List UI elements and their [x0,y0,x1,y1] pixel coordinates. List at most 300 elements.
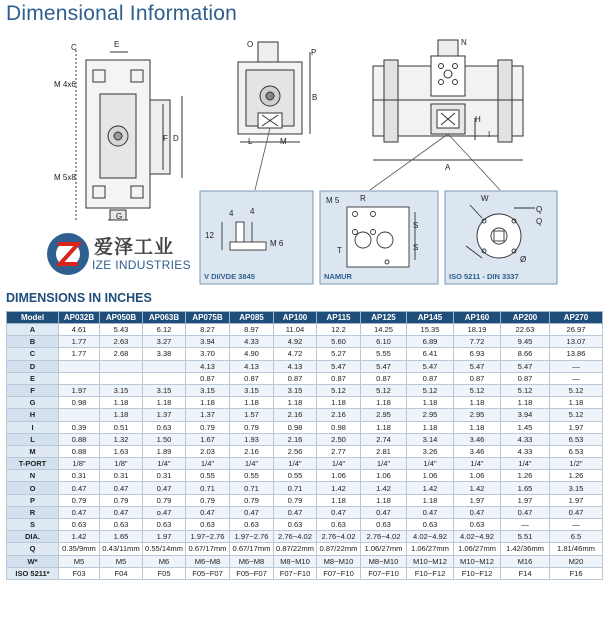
table-cell: 0.55 [230,470,274,482]
table-cell: 0.87 [230,372,274,384]
table-cell: 0.63 [274,519,317,531]
row-label: T-PORT [7,458,59,470]
namur-m5: M 5 [326,196,340,205]
iso-q1: Q [536,205,543,214]
label-o: O [247,40,254,49]
row-label: ISO 5211* [7,567,59,579]
table-cell: 1.18 [143,397,186,409]
table-cell: 1.42/36mm [501,543,550,555]
table-cell: 2.63 [100,336,143,348]
table-cell: 1.06/27mm [407,543,454,555]
table-cell: 13.07 [550,336,603,348]
header-model: Model [7,312,59,324]
table-body [7,324,603,580]
table-cell: 0.47 [407,506,454,518]
table-cell: 0.88 [59,433,100,445]
table-cell: 1.18 [501,397,550,409]
table-row [7,458,603,470]
table-cell: 1.18 [361,421,407,433]
table-cell: 0.47 [550,506,603,518]
table-cell: F07~F10 [274,567,317,579]
table-cell: 5.27 [317,348,361,360]
table-cell: F07~F10 [317,567,361,579]
table-cell: 0.87 [361,372,407,384]
table-cell: 5.12 [361,384,407,396]
table-cell: 3.15 [274,384,317,396]
table-cell: 5.47 [317,360,361,372]
table-cell: F14 [501,567,550,579]
table-cell: F05~F07 [230,567,274,579]
header-model-col: AP032B [59,312,100,324]
table-cell: 1/4" [454,458,501,470]
table-cell: M10~M12 [407,555,454,567]
table-cell: 2.81 [361,445,407,457]
vdi-caption: V DI/VDE 3845 [204,272,255,281]
table-cell: 3.15 [143,384,186,396]
row-label: Q [7,543,59,555]
table-cell: 2.16 [230,445,274,457]
table-cell: 0.79 [274,494,317,506]
table-cell: 0.63 [100,519,143,531]
table-cell: 2.74 [361,433,407,445]
table-cell: 1.18 [454,397,501,409]
label-d: D [173,134,179,143]
table-cell: 0.47 [100,482,143,494]
table-cell: 1.42 [59,531,100,543]
table-cell: 1.37 [143,409,186,421]
table-cell: 1.97 [550,421,603,433]
table-cell: F10~F12 [407,567,454,579]
table-cell: 1.18 [317,397,361,409]
table-cell: 1.18 [317,494,361,506]
table-cell: 5.12 [501,384,550,396]
table-cell: M10~M12 [454,555,501,567]
table-cell: o.47 [143,506,186,518]
table-cell: 2.76~4.02 [317,531,361,543]
table-cell: 5.47 [361,360,407,372]
header-model-col: AP063B [143,312,186,324]
table-cell: 0.63 [230,519,274,531]
table-cell: 1.65 [501,482,550,494]
table-cell: 26.97 [550,324,603,336]
header-model-col: AP100 [274,312,317,324]
table-cell: 14.25 [361,324,407,336]
table-cell: 0.87 [274,372,317,384]
table-cell: F10~F12 [454,567,501,579]
page-title: Dimensional Information [6,2,238,25]
table-cell: M20 [550,555,603,567]
table-cell: 0.71 [186,482,230,494]
table-cell: F05~F07 [186,567,230,579]
table-cell: 22.63 [501,324,550,336]
table-cell: 1.18 [361,494,407,506]
namur-r: R [360,194,366,203]
table-cell: 3.15 [100,384,143,396]
header-model-col: AP160 [454,312,501,324]
table-cell: 0.79 [186,421,230,433]
namur-caption: NAMUR [324,272,352,281]
table-cell: 6.12 [143,324,186,336]
row-label: S [7,519,59,531]
table-cell: M6~M8 [230,555,274,567]
header-model-col: AP050B [100,312,143,324]
table-cell: 0.63 [317,519,361,531]
table-cell: 2.50 [317,433,361,445]
table-cell: 1/8" [59,458,100,470]
iso-caption: ISO 5211 - DIN 3337 [449,272,519,281]
table-cell: 0.87 [186,372,230,384]
table-cell [59,409,100,421]
table-cell: 1.57 [230,409,274,421]
row-label: I [7,421,59,433]
row-label: D [7,360,59,372]
table-cell: 1.06/27mm [361,543,407,555]
table-cell: 0.63 [143,421,186,433]
table-cell: 4.90 [230,348,274,360]
row-label: P [7,494,59,506]
table-cell: 0.63 [407,519,454,531]
table-cell: 1.93 [230,433,274,445]
table-cell: 15.35 [407,324,454,336]
table-cell: 0.87 [454,372,501,384]
table-cell: 1.97 [501,494,550,506]
leader-lines [255,128,500,190]
table-cell: 2.95 [454,409,501,421]
table-cell: 0.47 [59,506,100,518]
table-cell: 1.97 [143,531,186,543]
table-cell: 0.47 [317,506,361,518]
row-label: M [7,445,59,457]
table-cell: 0.39 [59,421,100,433]
table-cell [100,360,143,372]
table-cell: 11.04 [274,324,317,336]
table-cell: 1.63 [100,445,143,457]
table-cell: 1.18 [100,409,143,421]
table-cell: 0.47 [454,506,501,518]
table-cell: 5.60 [317,336,361,348]
table-cell: 3.27 [143,336,186,348]
table-cell: 1/4" [143,458,186,470]
table-cell: 1/4" [274,458,317,470]
label-e: E [114,40,120,49]
table-row [7,372,603,384]
table-cell: 5.47 [407,360,454,372]
vdi-dim-12: 12 [205,231,214,240]
table-cell: 0.79 [230,494,274,506]
table-row [7,336,603,348]
table-cell: — [550,360,603,372]
table-cell: 4.13 [186,360,230,372]
table-cell: 0.63 [59,519,100,531]
dimensions-table [6,311,603,580]
table-cell: 0.63 [361,519,407,531]
row-label: E [7,372,59,384]
table-cell: 3.14 [407,433,454,445]
table-cell: M5 [100,555,143,567]
table-cell: 1.18 [186,397,230,409]
table-cell: 1.26 [550,470,603,482]
table-cell: 1.06 [361,470,407,482]
table-cell: 1.42 [361,482,407,494]
table-cell: 1.18 [230,397,274,409]
table-row [7,567,603,579]
header-model-col: AP075B [186,312,230,324]
top-view-drawing [373,40,523,160]
row-label: O [7,482,59,494]
vdi-detail-box [200,191,313,284]
label-f: F [163,134,168,143]
table-cell: 0.63 [186,519,230,531]
table-cell: 1/4" [361,458,407,470]
table-cell: 5.12 [454,384,501,396]
table-cell: 7.72 [454,336,501,348]
table-cell: 0.67/17mm [230,543,274,555]
table-cell: 0.47 [100,506,143,518]
table-cell: 18.19 [454,324,501,336]
table-row [7,555,603,567]
table-cell: 4.02~4.92 [454,531,501,543]
table-cell: 5.43 [100,324,143,336]
table-cell: 8.97 [230,324,274,336]
row-label: F [7,384,59,396]
table-cell: M8~M10 [361,555,407,567]
table-cell: 1.18 [550,397,603,409]
table-cell: 2.95 [361,409,407,421]
table-cell: — [550,372,603,384]
table-cell [100,372,143,384]
namur-s2: S [413,243,419,252]
table-cell: 0.55 [186,470,230,482]
row-label: H [7,409,59,421]
label-p: P [311,48,317,57]
header-model-col: AP115 [317,312,361,324]
row-label: DIA. [7,531,59,543]
table-cell: 0.31 [59,470,100,482]
table-cell: 1.45 [501,421,550,433]
table-cell: 13.86 [550,348,603,360]
table-cell: 1.37 [186,409,230,421]
table-cell: 0.87/22mm [274,543,317,555]
table-row [7,397,603,409]
table-cell: 0.63 [143,519,186,531]
row-label: B [7,336,59,348]
table-cell: 4.33 [501,433,550,445]
table-cell: 2.16 [274,433,317,445]
table-cell: 0.47 [361,506,407,518]
row-label: R [7,506,59,518]
table-title: DIMENSIONS IN INCHES [6,291,152,305]
table-cell: 8.66 [501,348,550,360]
row-label: A [7,324,59,336]
label-h: H [475,115,481,124]
table-cell: 0.63 [454,519,501,531]
row-label: L [7,433,59,445]
row-label: C [7,348,59,360]
logo-text-en: IZE INDUSTRIES [92,258,191,272]
namur-t: T [337,246,342,255]
table-cell: 6.53 [550,445,603,457]
table-row [7,519,603,531]
table-cell: 4.33 [501,445,550,457]
table-cell: 0.55 [274,470,317,482]
table-row [7,348,603,360]
table-cell: 1.97 [550,494,603,506]
table-cell: 0.79 [230,421,274,433]
logo-mark [47,233,89,275]
header-model-col: AP145 [407,312,454,324]
table-cell: 0.87 [407,372,454,384]
table-header-row [7,312,603,324]
table-cell: 1.97~2.76 [230,531,274,543]
table-cell: 6.53 [550,433,603,445]
table-row [7,445,603,457]
table-cell: F04 [100,567,143,579]
table-cell: 0.47 [501,506,550,518]
table-row [7,409,603,421]
table-cell: 1.06 [317,470,361,482]
table-cell: 0.47 [143,482,186,494]
table-cell: 6.93 [454,348,501,360]
table-cell: 0.87 [501,372,550,384]
table-cell: 1.65 [100,531,143,543]
table-row [7,433,603,445]
table-cell: 6.10 [361,336,407,348]
table-cell: 3.94 [501,409,550,421]
table-cell: 1.97~2.76 [186,531,230,543]
table-cell: 1/4" [230,458,274,470]
table-cell: 3.94 [186,336,230,348]
table-cell: M6~M8 [186,555,230,567]
side-view-drawing [238,42,310,142]
table-cell: 3.46 [454,433,501,445]
table-cell: 3.15 [550,482,603,494]
table-cell: 1.18 [407,397,454,409]
table-cell: 2.16 [274,409,317,421]
table-cell: 1.06 [407,470,454,482]
table-cell: 0.31 [143,470,186,482]
table-cell: 0.67/17mm [186,543,230,555]
table-row [7,324,603,336]
iso-w: W [481,194,489,203]
table-cell: 1.77 [59,336,100,348]
header-model-col: AP200 [501,312,550,324]
namur-s1: S [413,221,419,230]
table-cell: 1.97 [454,494,501,506]
table-cell: 4.72 [274,348,317,360]
table-cell: 1.32 [100,433,143,445]
table-cell: 12.2 [317,324,361,336]
table-cell [59,360,100,372]
row-label: N [7,470,59,482]
table-cell: 5.55 [361,348,407,360]
table-cell: 3.70 [186,348,230,360]
table-cell: — [550,519,603,531]
table-cell: F03 [59,567,100,579]
dimensional-drawings [0,0,607,290]
logo-text-cn: 爱泽工业 [94,237,175,258]
label-m: M [280,137,287,146]
table-cell: 6.89 [407,336,454,348]
table-cell: M5 [59,555,100,567]
table-cell: 0.47 [274,506,317,518]
table-cell: 1.42 [407,482,454,494]
table-cell: 1.06/27mm [454,543,501,555]
table-cell: 1.06 [454,470,501,482]
table-cell: 1.89 [143,445,186,457]
label-c: C [71,43,77,52]
table-cell: 2.77 [317,445,361,457]
vdi-dim-1: 4 [229,209,234,218]
table-cell: 8.27 [186,324,230,336]
table-cell [59,372,100,384]
table-cell: 1.18 [361,397,407,409]
label-g: G [116,212,123,221]
label-m5x8: M 5x8 [54,173,76,182]
table-cell: 4.61 [59,324,100,336]
table-cell: 0.79 [186,494,230,506]
table-cell: 5.12 [317,384,361,396]
label-b: B [312,93,318,102]
vdi-dim-2: 4 [250,207,255,216]
table-cell: 6.5 [550,531,603,543]
table-cell: 1.81/46mm [550,543,603,555]
table-cell: M8~M10 [274,555,317,567]
table-cell: 1.42 [454,482,501,494]
table-row [7,421,603,433]
table-cell: 4.13 [230,360,274,372]
table-cell: M16 [501,555,550,567]
label-a: A [445,163,451,172]
table-cell: 1/8" [100,458,143,470]
table-cell: 4.13 [274,360,317,372]
table-row [7,494,603,506]
table-cell: 5.51 [501,531,550,543]
table-cell: 0.79 [143,494,186,506]
table-cell: 3.26 [407,445,454,457]
table-cell: 5.12 [407,384,454,396]
table-cell: — [501,519,550,531]
table-cell: F05 [143,567,186,579]
table-cell: 1/4" [186,458,230,470]
table-cell: 0.43/11mm [100,543,143,555]
table-cell: F16 [550,567,603,579]
table-cell [143,360,186,372]
row-label: G [7,397,59,409]
table-cell: 0.98 [59,397,100,409]
table-row [7,506,603,518]
table-cell: 0.47 [186,506,230,518]
table-cell: 0.71 [274,482,317,494]
table-cell: 0.98 [317,421,361,433]
table-cell: 4.33 [230,336,274,348]
table-cell: 1.18 [274,397,317,409]
table-row [7,470,603,482]
table-cell: 1.26 [501,470,550,482]
table-cell: 2.16 [317,409,361,421]
table-cell: 1.18 [100,397,143,409]
table-cell: 2.56 [274,445,317,457]
table-cell: 0.51 [100,421,143,433]
table-cell [143,372,186,384]
table-cell: 1.18 [407,494,454,506]
table-cell: 2.76~4.02 [361,531,407,543]
table-cell: 2.03 [186,445,230,457]
table-cell: 3.15 [186,384,230,396]
row-label: W* [7,555,59,567]
header-model-col: AP125 [361,312,407,324]
table-cell: 1.67 [186,433,230,445]
table-cell: 3.38 [143,348,186,360]
